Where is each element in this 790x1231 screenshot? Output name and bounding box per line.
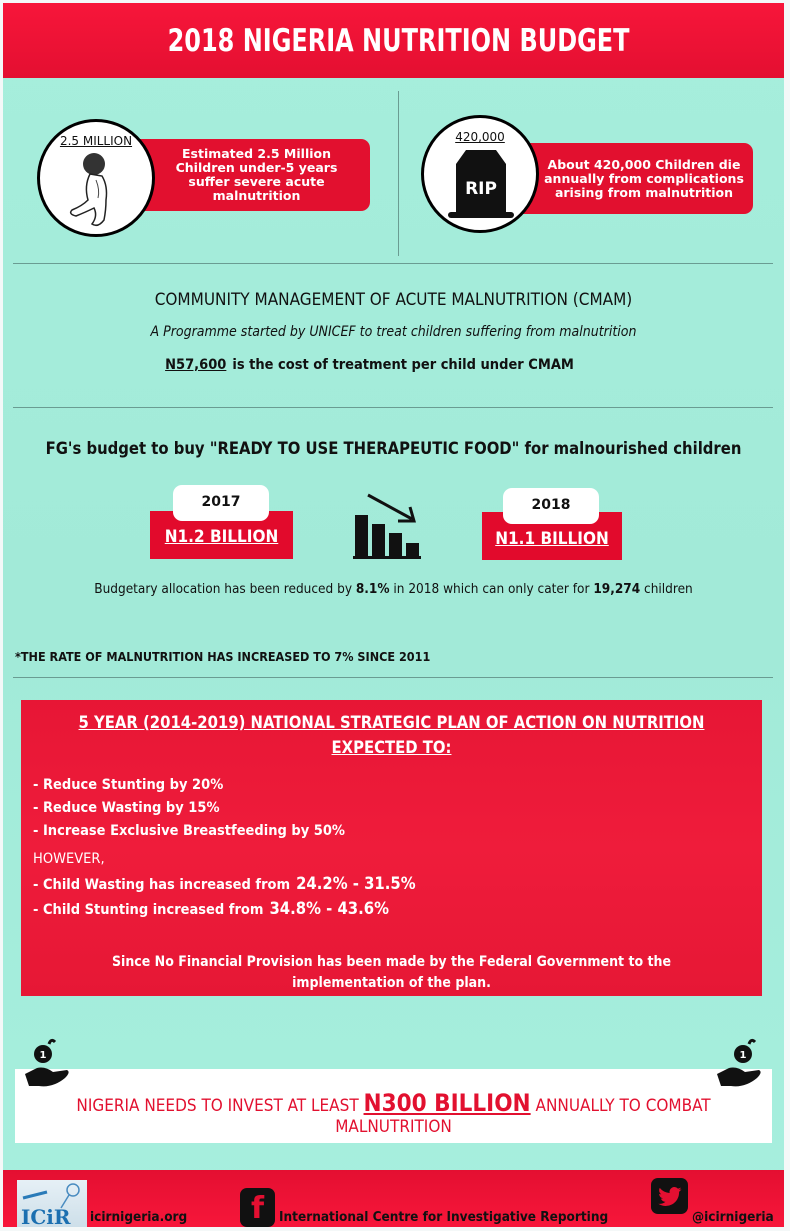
- stat-line: malnutrition: [212, 188, 301, 203]
- svg-text:1: 1: [739, 1050, 747, 1061]
- twitter-icon[interactable]: [651, 1178, 688, 1214]
- stat-label: 420,000: [455, 130, 505, 144]
- tombstone-icon: [446, 148, 516, 224]
- investment-callout: [15, 1069, 772, 1143]
- goal-item: - Reduce Wasting by 15%: [33, 800, 220, 816]
- facebook-icon[interactable]: f: [240, 1188, 275, 1227]
- stat-circle-children: [37, 119, 155, 237]
- note-text: children: [640, 581, 693, 597]
- vertical-divider: [398, 91, 399, 256]
- plan-title-line: EXPECTED TO:: [331, 738, 452, 757]
- footer-bar: [3, 1170, 784, 1227]
- page-title: 2018 NIGERIA NUTRITION BUDGET: [167, 22, 630, 59]
- note-text: Budgetary allocation has been reduced by: [94, 581, 356, 597]
- cmam-cost: [0, 357, 760, 373]
- stat-line: Children under-5 years: [175, 160, 338, 175]
- stat-label: 2.5 MILLION: [59, 134, 133, 148]
- stat-line: annually from complications: [544, 170, 744, 186]
- budget-2017-year: 2017: [173, 485, 269, 521]
- however-label: HOWEVER,: [33, 851, 105, 867]
- goal-item: - Increase Exclusive Breastfeeding by 50%: [33, 823, 345, 839]
- amount-text: N1.1 BILLION: [495, 529, 609, 549]
- plan-footer-line: Since No Financial Provision has been made by the Federal Government to the: [111, 954, 672, 970]
- stat-box-malnutrition: [123, 139, 370, 211]
- plan-increases: [33, 872, 416, 922]
- stat-line: About 420,000 Children die: [547, 156, 741, 172]
- increase-value: 34.8% - 43.6%: [269, 899, 389, 918]
- twitter-bird-icon: [651, 1178, 688, 1214]
- invest-text: NIGERIA NEEDS TO INVEST AT LEAST: [76, 1096, 364, 1116]
- invest-amount: N300 BILLION: [363, 1089, 531, 1117]
- cost-text: is the cost of treatment per child under CMAM: [232, 357, 574, 373]
- infographic: [3, 3, 784, 1227]
- budget-reduction-note: [3, 581, 784, 597]
- logo-text: ICiR: [21, 1205, 71, 1229]
- stat-line: arising from malnutrition: [554, 184, 734, 200]
- facebook-link[interactable]: International Centre for Investigative Reporting: [279, 1209, 609, 1225]
- amount-text: N1.2 BILLION: [164, 527, 279, 547]
- section-divider: [13, 263, 773, 264]
- twitter-handle[interactable]: @icirnigeria: [692, 1209, 774, 1225]
- icir-logo[interactable]: [17, 1180, 87, 1227]
- plan-footer-line: implementation of the plan.: [292, 975, 491, 991]
- strategic-plan-panel: [21, 700, 762, 996]
- plan-title-line: 5 YEAR (2014-2019) NATIONAL STRATEGIC PLAN OF ACTION ON NUTRITION: [78, 713, 705, 732]
- budget-title: FG's budget to buy "READY TO USE THERAPEUTIC FOOD" for malnourished children: [45, 439, 742, 458]
- budget-2018-year: 2018: [503, 488, 599, 524]
- invest-line: MALNUTRITION: [335, 1117, 452, 1137]
- note-text: in 2018 which can only cater for: [389, 581, 594, 597]
- increase-text: - Child Wasting has increased from: [33, 877, 291, 893]
- stat-circle-deaths: [421, 115, 539, 233]
- hand-coin-icon: [23, 1036, 73, 1092]
- cost-value: N57,600: [165, 357, 227, 373]
- section-divider: [13, 677, 773, 678]
- plan-goals: [33, 774, 345, 843]
- declining-bar-chart-icon: [352, 491, 432, 561]
- reduction-percent: 8.1%: [355, 581, 390, 597]
- cmam-subtitle: A Programme started by UNICEF to treat children suffering from malnutrition: [150, 324, 637, 340]
- increase-value: 24.2% - 31.5%: [296, 874, 416, 893]
- stat-line: suffer severe acute: [188, 174, 325, 189]
- svg-text:1: 1: [39, 1050, 47, 1061]
- header-banner: [3, 3, 784, 78]
- increase-text: - Child Stunting increased from: [33, 902, 264, 918]
- plan-title: [21, 700, 762, 760]
- stat-line: Estimated 2.5 Million: [181, 146, 331, 161]
- stat-box-deaths: [515, 143, 753, 214]
- hand-coin-icon: [715, 1036, 765, 1092]
- cmam-title: COMMUNITY MANAGEMENT OF ACUTE MALNUTRITION (CMAM): [154, 290, 633, 310]
- plan-footer: [21, 952, 762, 994]
- svg-text:RIP: RIP: [465, 179, 497, 199]
- malnutrition-rate-note: *THE RATE OF MALNUTRITION HAS INCREASED TO 7% SINCE 2011: [15, 649, 431, 664]
- section-divider: [13, 407, 773, 408]
- goal-item: - Reduce Stunting by 20%: [33, 777, 224, 793]
- increase-item: [33, 897, 416, 922]
- invest-line: [15, 1089, 772, 1117]
- malnourished-child-icon: [62, 150, 132, 230]
- invest-text: ANNUALLY TO COMBAT: [530, 1096, 711, 1116]
- children-count: 19,274: [593, 581, 641, 597]
- increase-item: [33, 872, 416, 897]
- website-link[interactable]: icirnigeria.org: [90, 1209, 188, 1225]
